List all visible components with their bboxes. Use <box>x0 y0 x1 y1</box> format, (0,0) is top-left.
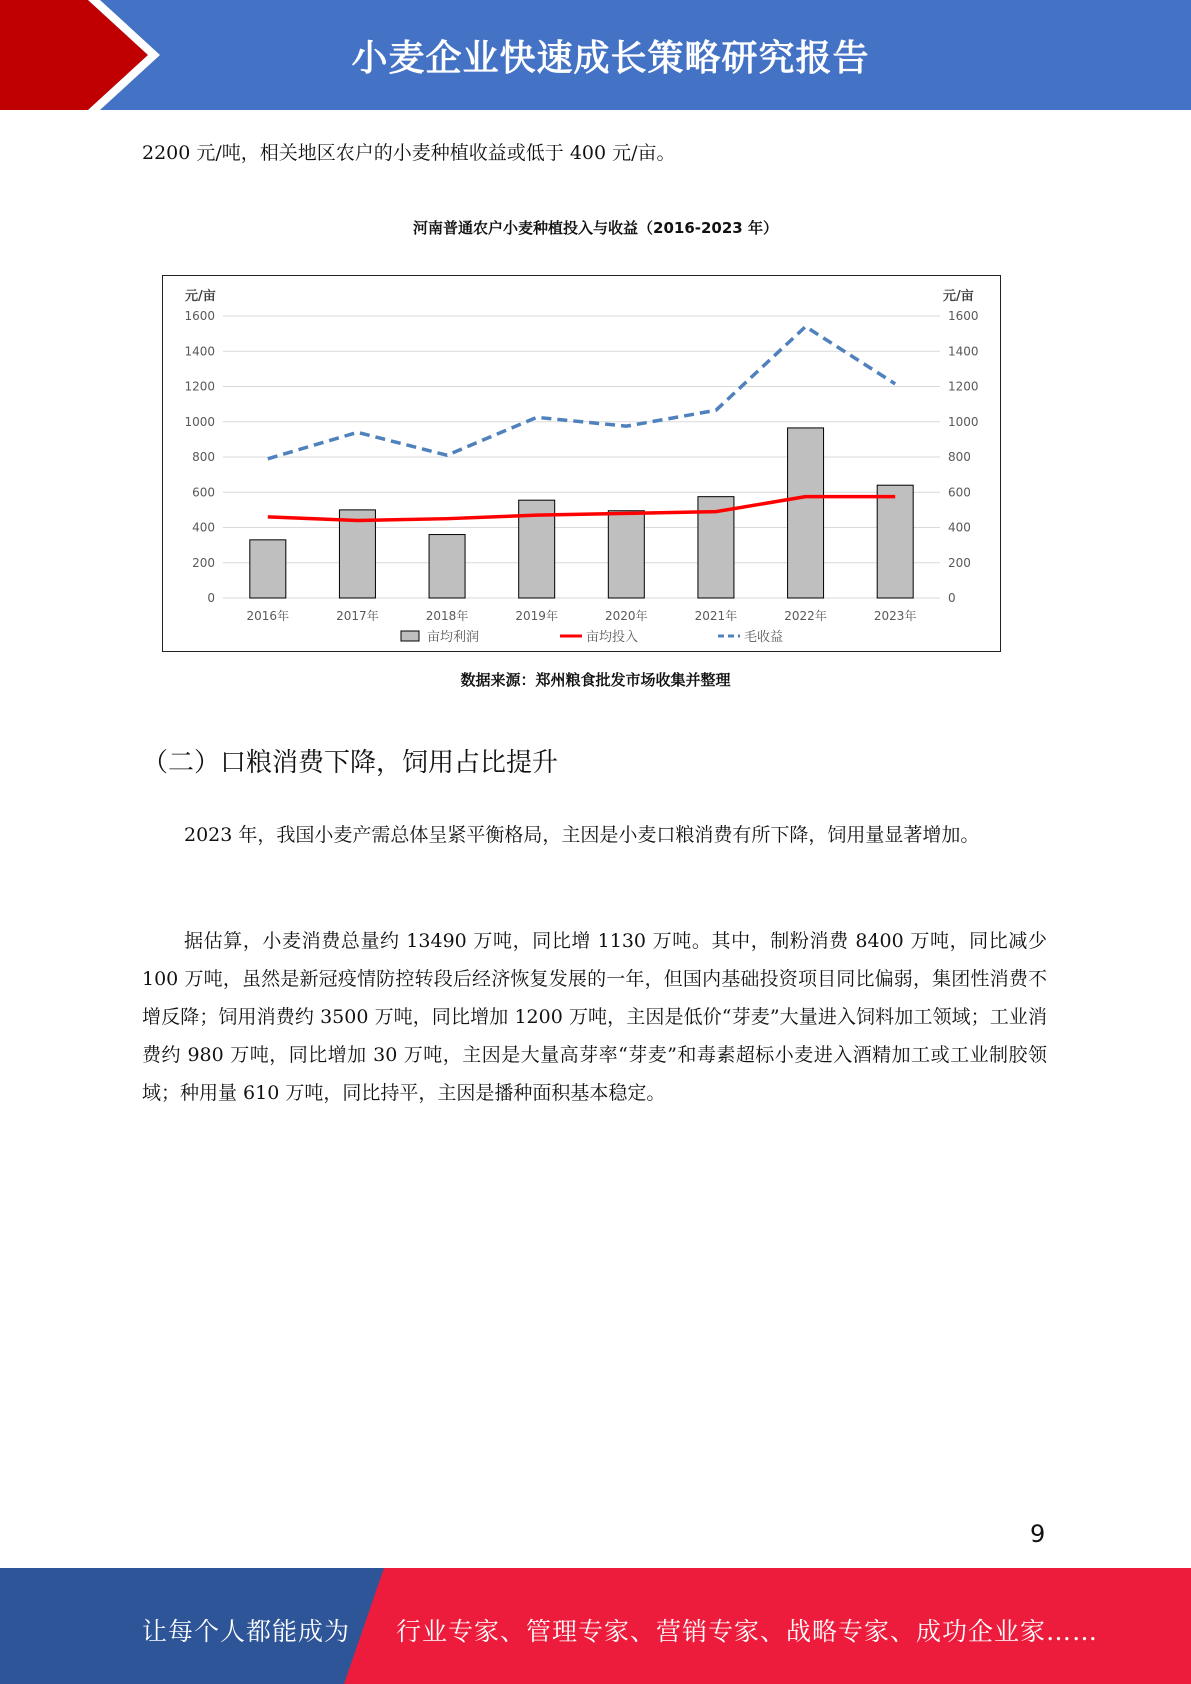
x-tick-label: 2017年 <box>336 609 379 623</box>
intro-paragraph: 2200 元/吨，相关地区农户的小麦种植收益或低于 400 元/亩。 <box>142 142 676 164</box>
y-tick-label-left: 1200 <box>184 379 215 394</box>
x-tick-label: 2023年 <box>873 609 917 623</box>
chart-source: 数据来源：郑州粮食批发市场收集并整理 <box>460 671 731 689</box>
y-tick-label-right: 1200 <box>948 379 979 394</box>
footer-slogan-left: 让每个人都能成为 <box>142 1617 351 1646</box>
y-tick-label-left: 600 <box>192 485 215 500</box>
x-tick-label: 2022年 <box>784 609 827 623</box>
legend-label: 毛收益 <box>744 630 784 645</box>
x-tick-label: 2021年 <box>694 609 738 623</box>
legend-label: 亩均利润 <box>427 630 480 645</box>
section-heading: （二）口粮消费下降，饲用占比提升 <box>142 748 559 778</box>
page-number: 9 <box>1030 1520 1046 1548</box>
x-tick-label: 2019年 <box>515 609 558 623</box>
y-tick-label-right: 0 <box>948 591 956 605</box>
y-tick-label-left: 800 <box>192 450 215 464</box>
y-tick-label-right: 1600 <box>948 309 979 323</box>
bar-2017年 <box>339 510 375 598</box>
y-tick-label-right: 200 <box>948 555 971 570</box>
bar-2022年 <box>788 428 824 598</box>
y-axis-unit-left: 元/亩 <box>185 289 216 304</box>
y-tick-label-right: 600 <box>948 485 971 500</box>
y-tick-label-left: 200 <box>192 555 215 570</box>
y-tick-label-left: 1000 <box>184 414 215 429</box>
y-tick-label-right: 800 <box>948 450 971 464</box>
chart-frame <box>162 275 1001 652</box>
y-tick-label-left: 0 <box>207 591 215 605</box>
bar-2016年 <box>250 540 286 598</box>
chart-title: 河南普通农户小麦种植投入与收益（2016-2023 年） <box>413 219 778 237</box>
x-tick-label: 2020年 <box>605 609 648 623</box>
y-tick-label-right: 1000 <box>948 414 979 429</box>
paragraph-2: 据估算，小麦消费总量约 13490 万吨，同比增 1130 万吨。其中，制粉消费 8400 万吨，同比减少 100 万吨，虽然是新冠疫情防控转段后经济恢复发展的一年，但国内基础投资项目同比偏弱，集团性消费不增反降；饲用消费约 3500 万吨，同比增加 1200 万吨，主因是低价“芽麦”大量进入饲料加工领域；工业消费约 980 万吨，同比增加 30 万吨，主因是大量高芽率“芽麦”和毒素超标小麦进入酒精加工或工业制胶领域；种用量 610 万吨，同比持平，主因是播种面积基本稳定。 <box>142 930 1047 1104</box>
page-footer <box>0 1568 1191 1684</box>
bar-2018年 <box>429 535 465 598</box>
income-chart <box>163 276 1000 651</box>
legend-label: 亩均投入 <box>586 630 639 645</box>
y-tick-label-right: 1400 <box>948 344 979 359</box>
page-header <box>0 0 1191 110</box>
y-axis-unit-right: 元/亩 <box>943 289 974 304</box>
y-tick-label-left: 1400 <box>184 344 215 359</box>
legend-swatch-bar <box>401 631 419 641</box>
x-tick-label: 2018年 <box>425 609 469 623</box>
y-tick-label-right: 400 <box>948 520 971 535</box>
y-tick-label-left: 1600 <box>184 309 215 323</box>
x-tick-label: 2016年 <box>246 609 290 623</box>
bar-2020年 <box>608 511 644 598</box>
paragraph-1: 2023 年，我国小麦产需总体呈紧平衡格局，主因是小麦口粮消费有所下降，饲用量显著增加。 <box>184 824 980 846</box>
bar-2023年 <box>877 485 913 598</box>
report-title: 小麦企业快速成长策略研究报告 <box>351 38 870 79</box>
y-tick-label-left: 400 <box>192 520 215 535</box>
footer-slogan-right: 行业专家、管理专家、营销专家、战略专家、成功企业家…… <box>396 1617 1099 1646</box>
